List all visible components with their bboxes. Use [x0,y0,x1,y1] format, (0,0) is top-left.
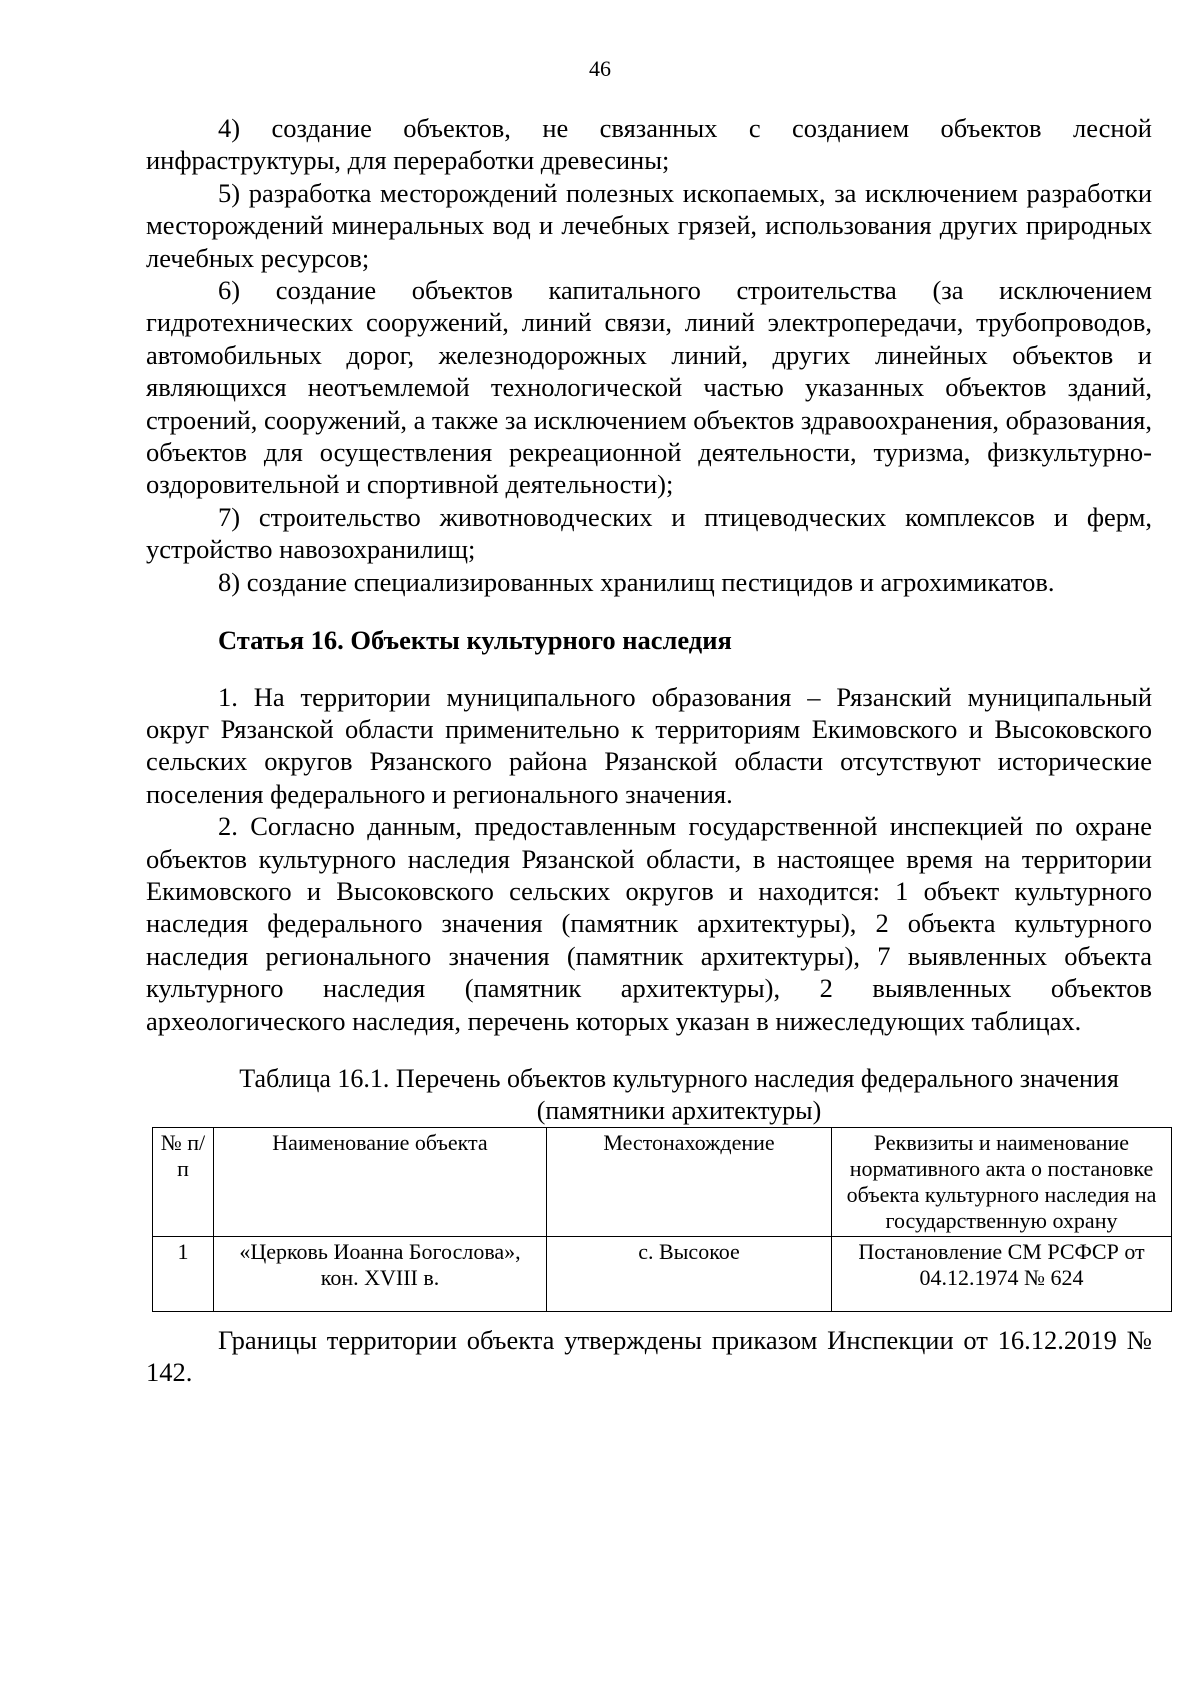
cell-legal-act: Постановление СМ РСФСР от 04.12.1974 № 624 [832,1236,1172,1311]
list-item: 6) создание объектов капитального строительства (за исключением гидротехнических сооружений, линий связи, линий электропередачи, трубопроводов, автомобильных дорог, железнодорожных линий, других линейных объектов и являющихся неотъемлемой технологической частью указанных объектов зданий, строений, сооружений, а также за исключением объектов здравоохранения, образования, объектов для осуществления рекреационной деятельности, туризма, физкультурно-оздоровительной и спортивной деятельности); [146,275,1152,500]
header-name: Наименование объекта [214,1127,547,1236]
document-body [146,112,1157,1389]
table-caption: Таблица 16.1. Перечень объектов культурного наследия федерального значения (памятники архитектуры) [239,1063,1119,1125]
cell-number: 1 [153,1236,214,1311]
table-header-row [153,1127,1172,1236]
list-item: 7) строительство животноводческих и птицеводческих комплексов и ферм, устройство навозохранилищ; [146,501,1152,565]
cell-name: «Церковь Иоанна Богослова», кон. XVIII в. [214,1236,547,1311]
header-number: № п/п [153,1127,214,1236]
list-item: 4) создание объектов, не связанных с созданием объектов лесной инфраструктуры, для переработки древесины; [146,113,1152,176]
cell-location: с. Высокое [547,1236,832,1311]
header-location: Местонахождение [547,1127,832,1236]
list-item: 5) разработка месторождений полезных ископаемых, за исключением разработки месторождений минеральных вод и лечебных грязей, использования других природных лечебных ресурсов; [146,177,1152,273]
boundaries-note: Границы территории объекта утверждены приказом Инспекции от 16.12.2019 № 142. [146,1324,1152,1388]
article-paragraph: 1. На территории муниципального образования – Рязанский муниципальный округ Рязанской области применительно к территориям Екимовского и Высоковского сельских округов Рязанского района Рязанской области отсутствуют исторические поселения федерального и регионального значения. [146,681,1152,809]
header-legal-act: Реквизиты и наименование нормативного акта о постановке объекта культурного наследия на государственную охрану [832,1127,1172,1236]
article-title: Статья 16. Объекты культурного наследия [218,625,732,656]
table-row [153,1236,1172,1311]
list-item: 8) создание специализированных хранилищ пестицидов и агрохимикатов. [218,566,1055,597]
article-paragraph: 2. Согласно данным, предоставленным государственной инспекцией по охране объектов культурного наследия Рязанской области, в настоящее время на территории Екимовского и Высоковского сельских округов и находится: 1 объект культурного наследия федерального значения (памятник архитектуры), 2 объекта культурного наследия регионального значения (памятник архитектуры), 7 выявленных объекта культурного наследия (памятник архитектуры), 2 выявленных объектов археологического наследия, перечень которых указан в нижеследующих таблицах. [146,811,1152,1036]
page-number: 46 [589,56,611,81]
heritage-table [152,1127,1172,1312]
